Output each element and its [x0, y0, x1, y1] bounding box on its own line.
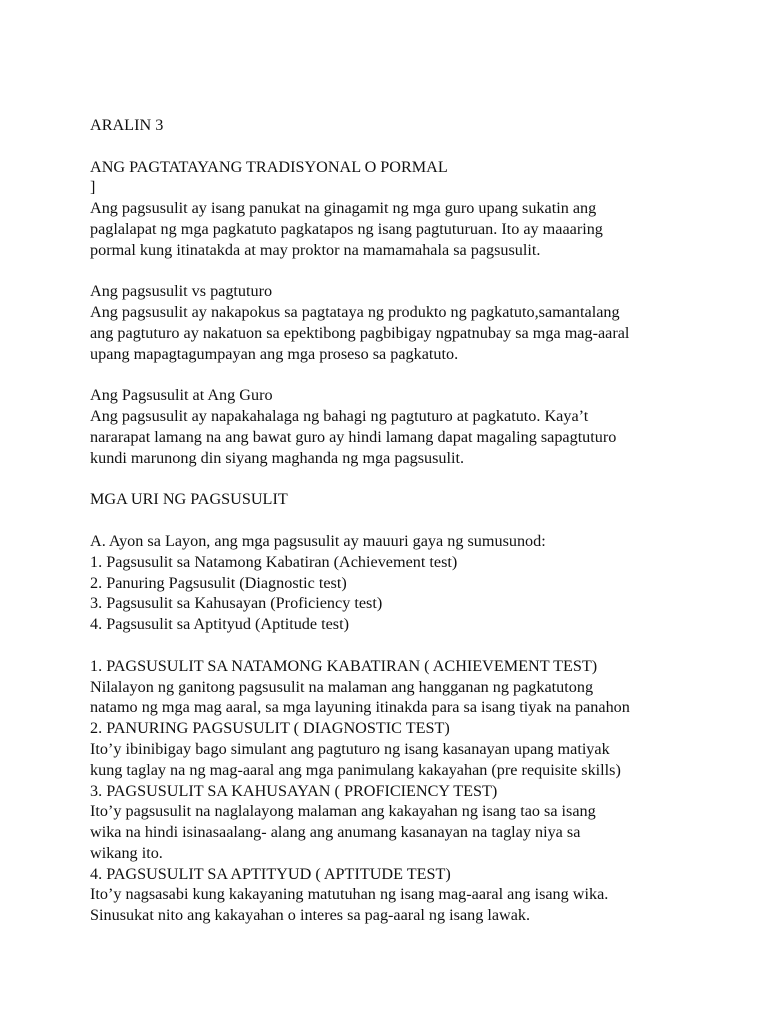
- spacer: [90, 510, 690, 531]
- detail-line: Sinusukat nito ang kakayahan o interes sa pag-aaral ng isang lawak.: [90, 906, 531, 925]
- spacer: [90, 261, 690, 282]
- paragraph-line: Ang pagsusulit ay napakahalaga ng bahagi ng pagtuturo at pagkatuto. Kaya’t: [90, 407, 589, 426]
- intro-line: Ang pagsusulit ay isang panukat na ginagamit ng mga guro upang sukatin ang: [90, 199, 597, 218]
- list-item: 1. Pagsusulit sa Natamong Kabatiran (Achievement test): [90, 552, 458, 571]
- detail-line: Ito’y pagsusulit na naglalayong malaman ang kakayahan ng isang tao sa isang: [90, 802, 596, 821]
- subheading-guro: Ang Pagsusulit at Ang Guro: [90, 386, 273, 405]
- section-title: ANG PAGTATAYANG TRADISYONAL O PORMAL: [90, 157, 448, 176]
- spacer: [90, 635, 690, 656]
- detail-line: Ito’y ibinibigay bago simulant ang pagtuturo ng isang kasanayan upang matiyak: [90, 739, 610, 758]
- paragraph-line: Ang pagsusulit ay nakapokus sa pagtataya ng produkto ng pagkatuto,samantalang: [90, 303, 620, 322]
- intro-line: pormal kung itinatakda at may proktor na mamamahala sa pagsusulit.: [90, 240, 541, 259]
- document-page: [90, 115, 690, 926]
- subheading-vs: Ang pagsusulit vs pagtuturo: [90, 282, 273, 301]
- lesson-title: ARALIN 3: [90, 116, 164, 134]
- paragraph-line: ang pagtuturo ay nakatuon sa epektibong pagbibigay ngpatnubay sa mga mag-aaral: [90, 323, 630, 342]
- paragraph-line: upang mapagtagumpayan ang mga proseso sa pagkatuto.: [90, 344, 459, 363]
- list-item: 3. Pagsusulit sa Kahusayan (Proficiency test): [90, 594, 383, 613]
- detail-heading: 2. PANURING PAGSUSULIT ( DIAGNOSTIC TEST): [90, 719, 450, 738]
- detail-line: wika na hindi isinasaalang- alang ang anumang kasanayan na taglay niya sa: [90, 823, 581, 842]
- types-heading: MGA URI NG PAGSUSULIT: [90, 490, 288, 509]
- detail-line: Ito’y nagsasabi kung kakayaning matutuhan ng isang mag-aaral ang isang wika.: [90, 885, 609, 904]
- intro-line: paglalapat ng mga pagkatuto pagkatapos ng isang pagtuturuan. Ito ay maaaring: [90, 219, 603, 238]
- types-intro: A. Ayon sa Layon, ang mga pagsusulit ay mauuri gaya ng sumusunod:: [90, 531, 546, 550]
- stray-bracket: ]: [90, 178, 96, 197]
- spacer: [90, 365, 690, 386]
- detail-heading: 4. PAGSUSULIT SA APTITYUD ( APTITUDE TEST): [90, 864, 451, 883]
- detail-heading: 3. PAGSUSULIT SA KAHUSAYAN ( PROFICIENCY TEST): [90, 781, 498, 800]
- paragraph-line: nararapat lamang na ang bawat guro ay hindi lamang dapat magaling sapagtuturo: [90, 427, 617, 446]
- spacer: [90, 469, 690, 490]
- detail-heading: 1. PAGSUSULIT SA NATAMONG KABATIRAN ( ACHIEVEMENT TEST): [90, 656, 598, 675]
- detail-line: Nilalayon ng ganitong pagsusulit na malaman ang hangganan ng pagkatutong: [90, 677, 594, 696]
- detail-line: kung taglay na ng mag-aaral ang mga panimulang kakayahan (pre requisite skills): [90, 760, 621, 779]
- detail-line: wikang ito.: [90, 843, 163, 862]
- list-item: 2. Panuring Pagsusulit (Diagnostic test): [90, 573, 347, 592]
- spacer: [90, 136, 690, 157]
- paragraph-line: kundi marunong din siyang maghanda ng mga pagsusulit.: [90, 448, 465, 467]
- list-item: 4. Pagsusulit sa Aptityud (Aptitude test): [90, 615, 349, 634]
- detail-line: natamo ng mga mag aaral, sa mga layuning itinakda para sa isang tiyak na panahon: [90, 698, 630, 717]
